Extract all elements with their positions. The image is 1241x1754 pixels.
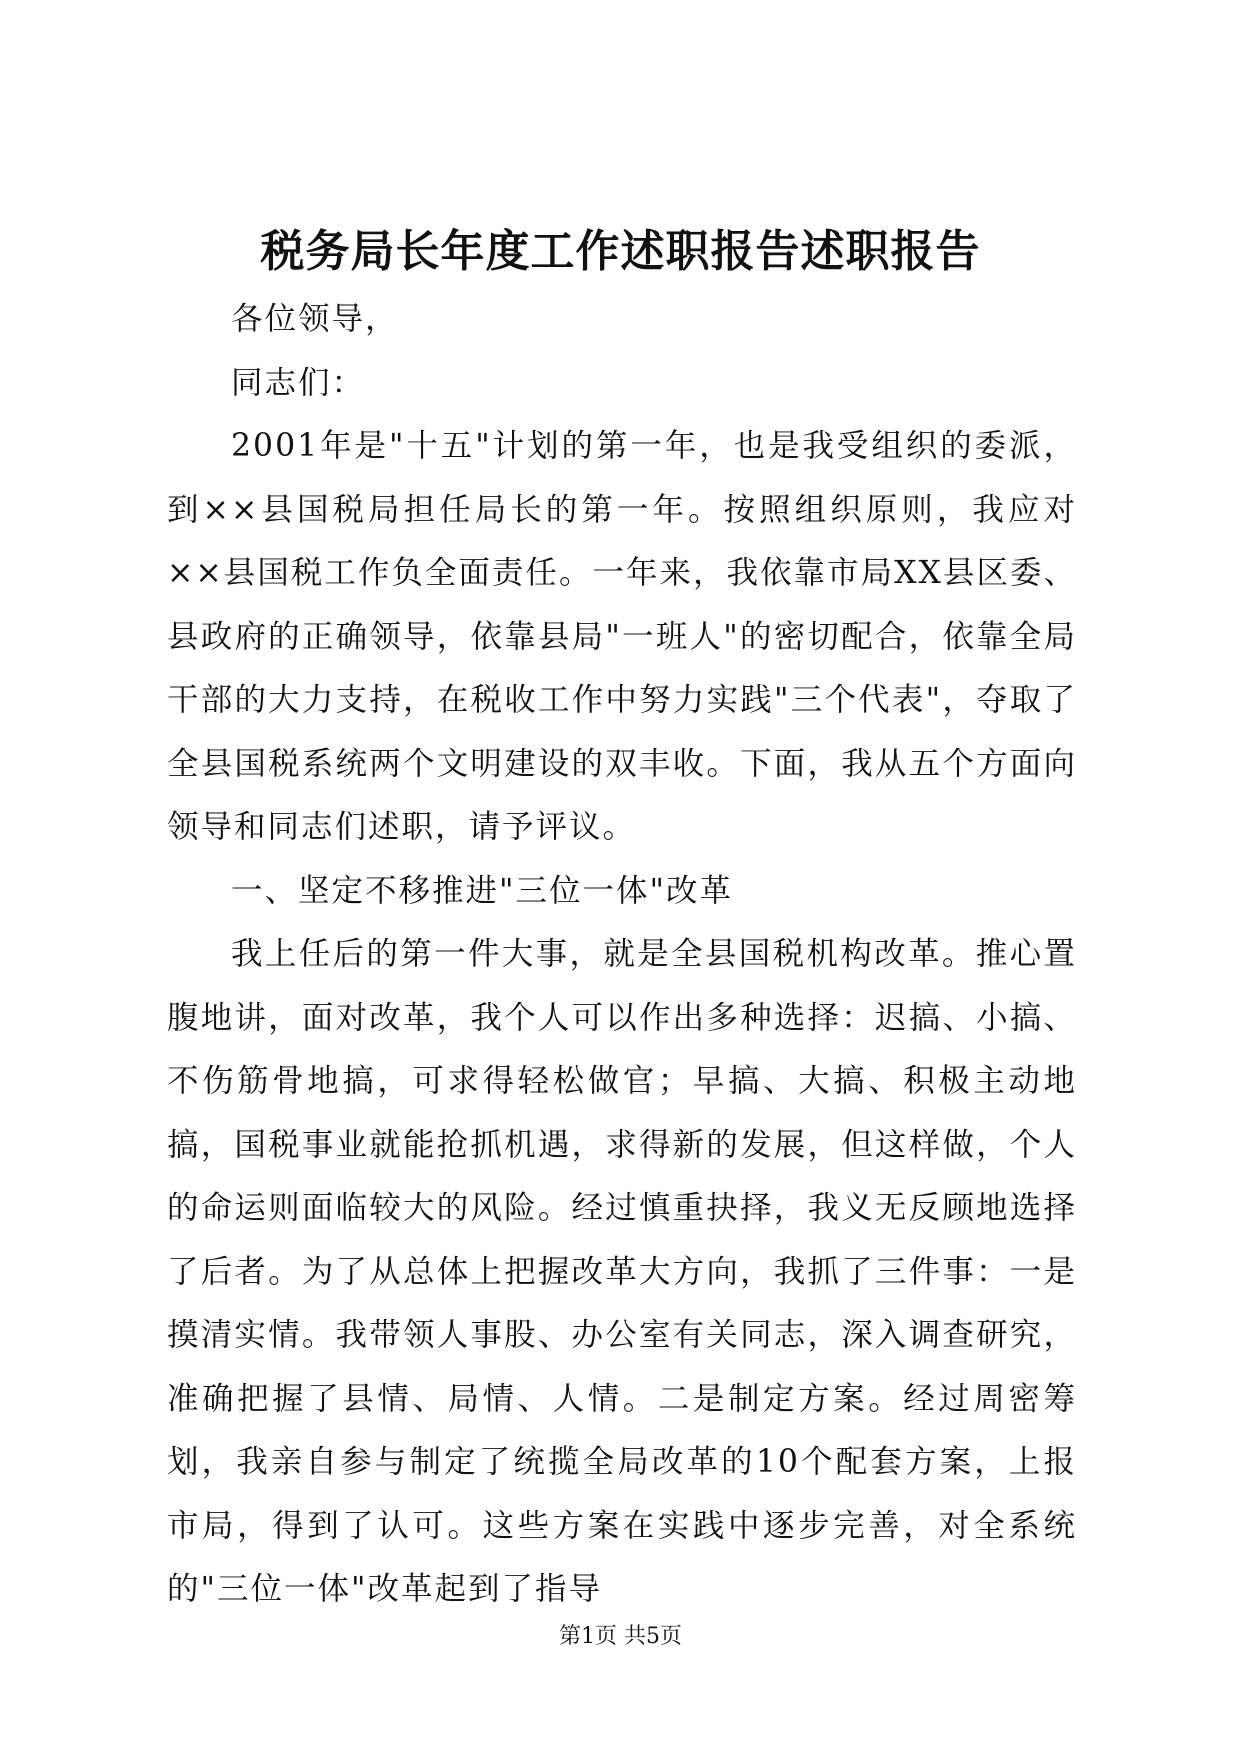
document-body bbox=[167, 288, 1077, 1622]
section-heading-1: 一、坚定不移推进"三位一体"改革 bbox=[231, 872, 733, 909]
page-number-footer: 第1页 共5页 bbox=[559, 1624, 682, 1649]
document-title: 税务局长年度工作述职报告述职报告 bbox=[260, 226, 981, 277]
intro-paragraph: 2001年是"十五"计划的第一年，也是我受组织的委派，到××县国税局担任局长的第一年。按照组织原则，我应对××县国税工作负全面责任。一年来，我依靠市局XX县区委、县政府的正确领导，依靠县局"一班人"的密切配合，依靠全局干部的大力支持，在税收工作中努力实践"三个代表"，夺取了全县国税系统两个文明建设的双丰收。下面，我从五个方面向领导和同志们述职，请予评议。 bbox=[167, 428, 1077, 845]
salutation-leaders: 各位领导， bbox=[231, 301, 399, 337]
salutation-comrades: 同志们： bbox=[231, 364, 366, 401]
section-1-paragraph: 我上任后的第一件大事，就是全县国税机构改革。推心置腹地讲，面对改革，我个人可以作出多种选择：迟搞、小搞、不伤筋骨地搞，可求得轻松做官；早搞、大搞、积极主动地搞，国税事业就能抢抓机遇，求得新的发展，但这样做，个人的命运则面临较大的风险。经过慎重抉择，我义无反顾地选择了后者。为了从总体上把握改革大方向，我抓了三件事：一是摸清实情。我带领人事股、办公室有关同志，深入调查研究，准确把握了县情、局情、人情。二是制定方案。经过周密筹划，我亲自参与制定了统揽全局改革的10个配套方案，上报市局，得到了认可。这些方案在实践中逐步完善，对全系统的"三位一体"改革起到了指导 bbox=[167, 936, 1077, 1607]
